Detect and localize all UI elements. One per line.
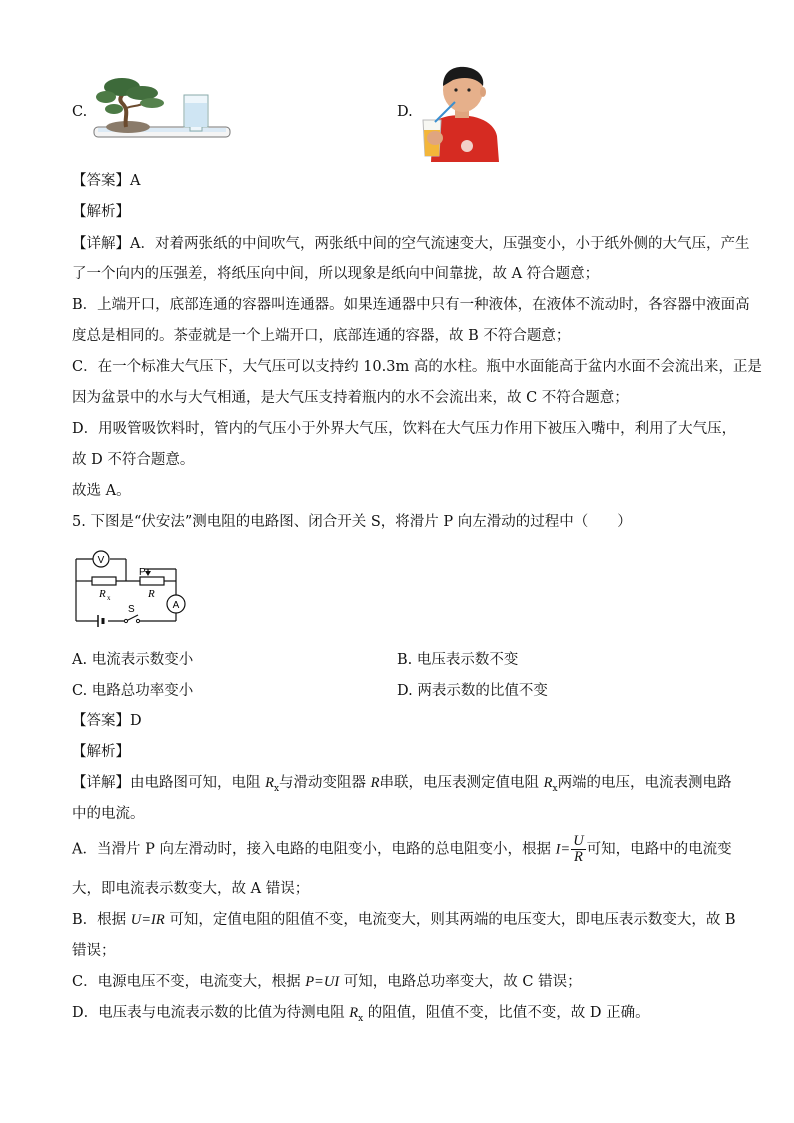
fraction-numerator: U	[573, 833, 584, 849]
answer-value: D	[130, 713, 142, 729]
q4-detail-line-4: 度总是相同的。茶壶就是一个上端开口，底部连通的容器，故 B 不符合题意；	[72, 328, 571, 344]
answer-tag: 【答案】	[72, 173, 130, 189]
q4-analysis-tag: 【解析】	[72, 204, 130, 220]
r-symbol: R	[265, 775, 274, 791]
q5-option-d: D. 两表示数的比值不变	[397, 683, 548, 699]
slider-label: P	[139, 567, 146, 578]
q4-detail-line-3: B．上端开口，底部连通的容器叫连通器。如果连通器中只有一种液体，在液体不流动时，各容器中液面高	[72, 297, 750, 313]
q4-detail-line-2: 了一个向内的压强差，将纸压向中间，所以现象是纸向中间靠拢，故 A 符合题意；	[72, 266, 600, 282]
detail-text: 可知，电路中的电流变	[586, 841, 732, 858]
q5-detail-line-d	[72, 1003, 650, 1029]
detail-text: 与滑动变阻器	[279, 775, 371, 791]
q4-detail-line-7: D．用吸管吸饮料时，管内的气压小于外界大气压，饮料在大气压力作用下被压入嘴中，利用了大气压，	[72, 421, 737, 437]
option-c-label: C.	[72, 104, 88, 120]
rx-subscript: x	[107, 594, 111, 602]
detail-text: A．当滑片 P 向左滑动时，接入电路的电阻变小，电路的总电阻变小，根据	[72, 841, 556, 858]
detail-text: 可知，定值电阻的阻值不变，电流变大，则其两端的电压变大，即电压表示数变大，故 B	[164, 912, 736, 928]
q5-detail-line-2: 中的电流。	[72, 806, 145, 822]
x-subscript: x	[273, 783, 280, 794]
q5-option-a: A. 电流表示数变小	[72, 652, 194, 668]
q5-detail-line-a	[72, 834, 732, 865]
q5-detail-line-b	[72, 910, 736, 930]
q5-detail-line-a2: 大，即电流表示数变大，故 A 错误；	[72, 881, 310, 897]
q5-detail-line-b2: 错误；	[72, 943, 116, 959]
detail-text: 串联，电压表测定值电阻	[379, 775, 544, 791]
detail-text: 两端的电压，电流表测电路	[557, 775, 732, 791]
q4-detail-line-1	[72, 234, 749, 254]
x-subscript: x	[552, 783, 558, 794]
q5-option-b: B. 电压表示数不变	[397, 652, 519, 668]
rx-label: R	[99, 588, 106, 600]
boy-drinking-straw-image	[415, 64, 501, 162]
r-label: R	[148, 588, 155, 600]
q5-stem: 5. 下图是“伏安法”测电阻的电路图、闭合开关 S，将滑片 P 向左滑动的过程中（ ）	[72, 514, 632, 530]
r-symbol: R	[370, 775, 380, 791]
fraction	[571, 834, 585, 865]
answer-value: A	[130, 173, 141, 189]
detail-text: D．电压表与电流表示数的比值为待测电阻	[72, 1005, 350, 1021]
bonsai-bottle-image	[92, 73, 234, 141]
q5-option-c: C. 电路总功率变小	[72, 683, 194, 699]
equation: U=IR	[130, 912, 165, 928]
q4-answer-line	[72, 171, 140, 191]
switch-label: S	[128, 604, 135, 615]
detail-text: 可知，电路总功率变大，故 C 错误；	[339, 974, 582, 990]
option-d-label: D.	[397, 104, 413, 120]
q4-detail-line-5: C．在一个标准大气压下，大气压可以支持约 10.3m 高的水柱。瓶中水面能高于盆内水面不会流出来，正是	[72, 359, 762, 375]
voltmeter-label: V	[97, 555, 105, 566]
detail-text: 由电路图可知，电阻	[130, 775, 266, 791]
q5-analysis-tag: 【解析】	[72, 744, 130, 760]
detail-tag: 【详解】	[72, 236, 130, 252]
q5-detail-line-c	[72, 972, 582, 992]
q4-conclusion: 故选 A。	[72, 483, 131, 499]
q5-answer-line	[72, 711, 142, 731]
ammeter-label: A	[172, 600, 180, 611]
q4-detail-line-8: 故 D 不符合题意。	[72, 452, 195, 468]
answer-tag: 【答案】	[72, 713, 130, 729]
r-symbol: R	[543, 775, 553, 791]
detail-text: C．电源电压不变，电流变大，根据	[72, 974, 306, 990]
q5-detail-line-1	[72, 773, 732, 799]
detail-tag: 【详解】	[72, 775, 130, 791]
equation: I=	[555, 841, 571, 858]
r-symbol: R	[349, 1005, 359, 1021]
equation: P=UI	[305, 974, 340, 990]
detail-text: 的阻值，阻值不变，比值不变，故 D 正确。	[363, 1005, 650, 1021]
x-subscript: x	[358, 1013, 364, 1024]
detail-text: B．根据	[72, 912, 131, 928]
q4-detail-line-6: 因为盆景中的水与大气相通，是大气压支持着瓶内的水不会流出来，故 C 不符合题意；	[72, 390, 629, 406]
circuit-diagram	[68, 545, 193, 637]
fraction-denominator: R	[574, 849, 583, 865]
detail-text: A．对着两张纸的中间吹气，两张纸中间的空气流速变大，压强变小，小于纸外侧的大气压，产生	[130, 236, 750, 252]
